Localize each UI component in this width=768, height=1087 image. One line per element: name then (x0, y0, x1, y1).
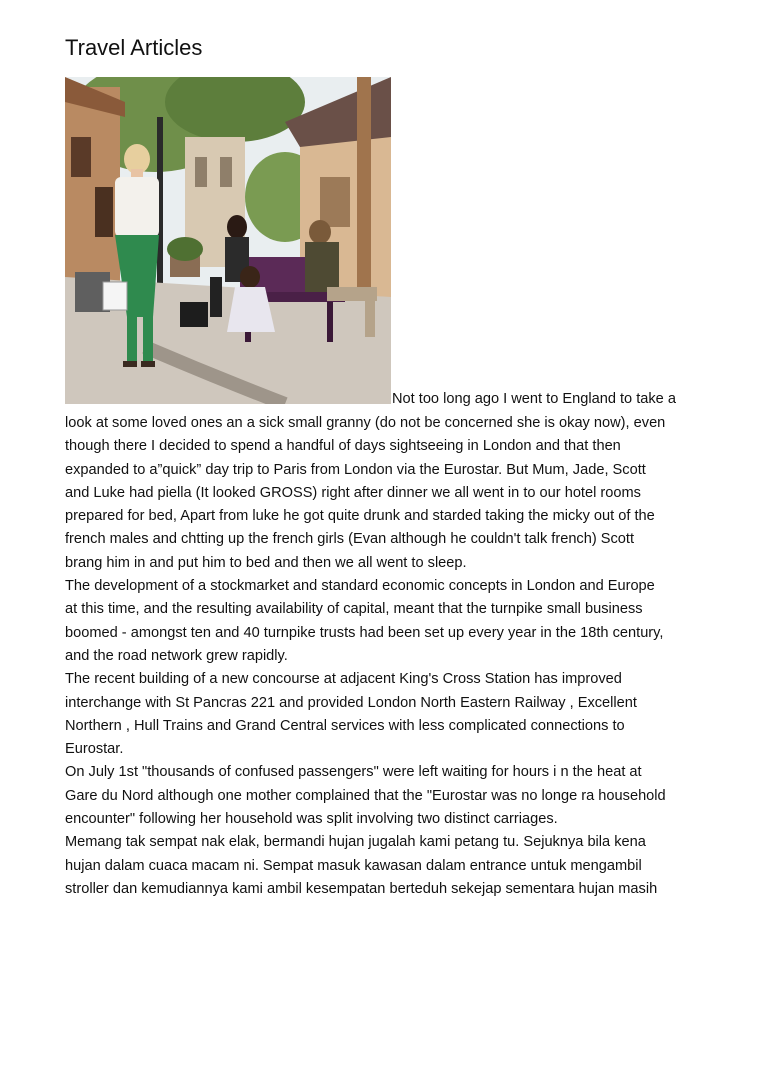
first-paragraph-line: Not too long ago I went to England to take a (392, 391, 676, 407)
text-line: and the road network grew rapidly. (65, 647, 288, 664)
article-body (65, 412, 715, 901)
text-line: On July 1st "thousands of confused passengers" were left waiting for hours i n the heat at (65, 764, 642, 781)
text-line: The recent building of a new concourse at adjacent King's Cross Station has improved (65, 671, 622, 688)
text-line: boomed - amongst ten and 40 turnpike trusts had been set up every year in the 18th century, (65, 624, 664, 641)
text-line: at this time, and the resulting availability of capital, meant that the turnpike small business (65, 601, 643, 618)
text-line: prepared for bed, Apart from luke he got quite drunk and starded taking the micky out of the (65, 508, 655, 525)
text-line: french males and chtting up the french girls (Evan although he couldn't talk french) Scott (65, 531, 635, 548)
text-line: interchange with St Pancras 221 and provided London North Eastern Railway , Excellent (65, 694, 637, 711)
text-line: The development of a stockmarket and standard economic concepts in London and Europe (65, 578, 655, 595)
text-line: look at some loved ones an a sick small granny (do not be concerned she is okay now), even (65, 415, 666, 431)
text-line: and Luke had piella (It looked GROSS) right after dinner we all went in to our hotel rooms (65, 484, 641, 501)
text-line: hujan dalam cuaca macam ni. Sempat masuk kawasan dalam entrance untuk mengambil (65, 857, 642, 874)
text-line: expanded to a”quick” day trip to Paris from London via the Eurostar. But Mum, Jade, Scott (65, 461, 646, 478)
text-line: stroller dan kemudiannya kami ambil kesempatan berteduh sekejap sementara hujan masih (65, 880, 658, 897)
text-line: though there I decided to spend a handful of days sightseeing in London and that then (65, 438, 621, 455)
text-line: Memang tak sempat nak elak, bermandi hujan jugalah kami petang tu. Sejuknya bila kena (65, 834, 646, 851)
text-line: Eurostar. (65, 741, 124, 758)
text-line: encounter" following her household was split involving two distinct carriages. (65, 811, 558, 828)
street-shopping-photo (65, 77, 391, 404)
text-line: Gare du Nord although one mother complained that the "Eurostar was no longe ra household (65, 787, 666, 804)
page-title: Travel Articles (65, 35, 203, 60)
text-line: Northern , Hull Trains and Grand Central services with less complicated connections to (65, 717, 625, 734)
text-line: brang him in and put him to bed and then we all went to sleep. (65, 554, 467, 571)
